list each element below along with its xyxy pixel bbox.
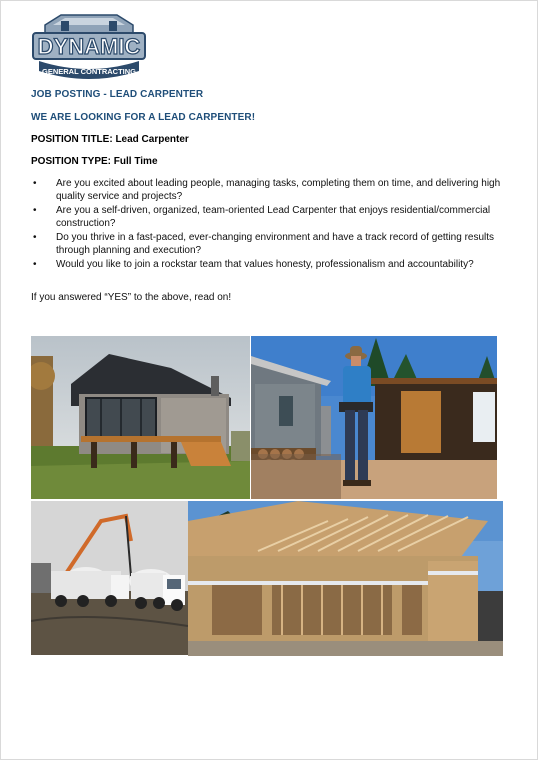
bullet-icon: •	[33, 205, 37, 216]
list-item: • Would you like to join a rockstar team that values honesty, professionalism and accountability?	[33, 259, 474, 270]
photo-garage-framing	[188, 501, 503, 656]
photo-house-deck	[31, 336, 250, 499]
list-item: • Do you thrive in a fast-paced, ever-changing environment and have a track record of getting results through planning and execution?	[33, 232, 495, 256]
closing-text: If you answered “YES” to the above, read on!	[31, 292, 232, 303]
photo-concrete-trucks	[31, 501, 188, 655]
bullet-icon: •	[33, 178, 37, 189]
position-type: POSITION TYPE: Full Time	[31, 156, 158, 167]
bullet-icon: •	[33, 232, 37, 243]
company-logo	[31, 13, 147, 85]
job-posting-title: JOB POSTING - LEAD CARPENTER	[31, 89, 204, 100]
logo-brand-text: DYNAMIC	[37, 34, 141, 59]
list-item: • Are you a self-driven, organized, team-oriented Lead Carpenter that enjoys residential/commercial construction?	[33, 205, 491, 229]
position-title: POSITION TITLE: Lead Carpenter	[31, 134, 189, 145]
question-list	[31, 178, 501, 274]
photo-carpenter	[251, 336, 497, 499]
logo-tagline-text: GENERAL CONTRACTING	[41, 67, 137, 76]
bullet-icon: •	[33, 259, 37, 270]
list-item: • Are you excited about leading people, managing tasks, completing them on time, and delivering high quality service and projects?	[33, 178, 501, 202]
headline: WE ARE LOOKING FOR A LEAD CARPENTER!	[31, 112, 256, 123]
